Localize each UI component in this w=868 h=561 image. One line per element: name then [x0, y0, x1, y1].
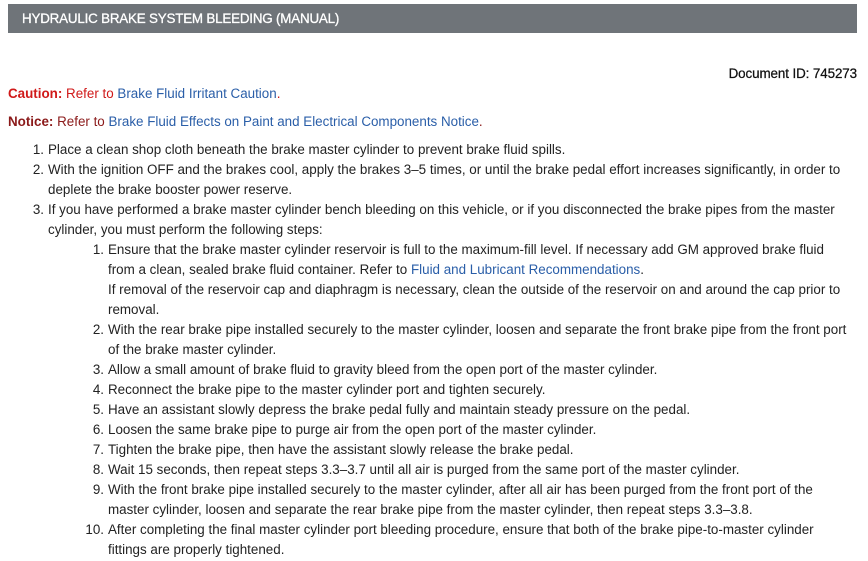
substep-number: 3.: [92, 362, 104, 377]
substep-number: 10.: [85, 522, 104, 537]
substep-text: Have an assistant slowly depress the brake pedal fully and maintain steady pressure on the pedal.: [108, 402, 691, 417]
document-id-value: 745273: [812, 66, 857, 81]
substep-text: Reconnect the brake pipe to the master cylinder port and tighten securely.: [108, 382, 546, 397]
substep-text: Loosen the same brake pipe to purge air from the open port of the master cylinder.: [108, 422, 597, 437]
substep-item: [48, 380, 850, 400]
step-item: [20, 140, 850, 160]
step-item: [20, 160, 850, 200]
step-text: With the ignition OFF and the brakes cool, apply the brakes 3–5 times, or until the brake pedal effort increases significantly, in order to deplete the brake booster power reserve.: [48, 162, 841, 197]
substep-text: Tighten the brake pipe, then have the assistant slowly release the brake pedal.: [108, 442, 574, 457]
step-item: [20, 200, 850, 560]
brake-fluid-irritant-caution-link[interactable]: Brake Fluid Irritant Caution: [117, 86, 277, 101]
substep-text: With the front brake pipe installed securely to the master cylinder, after all air has been purged from the front port of the master cylinder, loosen and separate the rear brake pipe from the master cylinder, then repeat steps 3.3–3.8.: [108, 482, 813, 517]
notice-text: Refer to: [57, 114, 105, 129]
substep-number: 9.: [92, 482, 104, 497]
caution-suffix: .: [276, 86, 281, 101]
substep-item: [48, 420, 850, 440]
substep-text: Allow a small amount of brake fluid to gravity bleed from the open port of the master cylinder.: [108, 362, 658, 377]
document-id: [729, 64, 857, 84]
substep-item: [48, 460, 850, 480]
substep-item: [48, 240, 850, 320]
substep-number: 2.: [92, 322, 104, 337]
substep-number: 5.: [92, 402, 104, 417]
notice-line: [8, 112, 483, 132]
substep-note: If removal of the reservoir cap and diaphragm is necessary, clean the outside of the reservoir on and around the cap prior to removal.: [108, 282, 841, 317]
notice-label: Notice:: [8, 114, 54, 129]
document-id-label: Document ID:: [728, 66, 810, 81]
substep-item: [48, 360, 850, 380]
substep-number: 4.: [92, 382, 104, 397]
step-number: 3.: [32, 202, 44, 217]
substep-item: [48, 400, 850, 420]
step-number: 1.: [32, 142, 44, 157]
substep-number: 1.: [92, 242, 104, 257]
caution-label: Caution:: [8, 86, 63, 101]
substep-text: Ensure that the brake master cylinder reservoir is full to the maximum-fill level. If necessary add GM approved brake fluid from a clean, sealed brake fluid container. Refer to: [108, 242, 824, 277]
substep-text: With the rear brake pipe installed securely to the master cylinder, loosen and separate the front brake pipe from the front port of the brake master cylinder.: [108, 322, 847, 357]
substep-text: Wait 15 seconds, then repeat steps 3.3–3.7 until all air is purged from the same port of the master cylinder.: [108, 462, 740, 477]
section-title: HYDRAULIC BRAKE SYSTEM BLEEDING (MANUAL): [22, 11, 340, 26]
substep-suffix: .: [640, 262, 644, 277]
substep-number: 6.: [92, 422, 104, 437]
brake-fluid-effects-notice-link[interactable]: Brake Fluid Effects on Paint and Electrical Components Notice: [108, 114, 479, 129]
fluid-lubricant-recommendations-link[interactable]: Fluid and Lubricant Recommendations: [410, 262, 641, 277]
step-text: Place a clean shop cloth beneath the brake master cylinder to prevent brake fluid spills.: [48, 142, 566, 157]
substep-item: [48, 480, 850, 520]
section-header-bar: [8, 4, 857, 33]
step-text: If you have performed a brake master cylinder bench bleeding on this vehicle, or if you disconnected the brake pipes from the master cylinder, you must perform the following steps:: [48, 202, 835, 237]
caution-text: Refer to: [66, 86, 114, 101]
substep-number: 7.: [92, 442, 104, 457]
procedure-steps: [20, 140, 850, 560]
notice-suffix: .: [478, 114, 483, 129]
substep-item: [48, 440, 850, 460]
caution-line: [8, 84, 280, 104]
substep-number: 8.: [92, 462, 104, 477]
substep-text: After completing the final master cylinder port bleeding procedure, ensure that both of the brake pipe-to-master cylinder fittings are properly tightened.: [108, 522, 814, 557]
substeps-list: [48, 240, 850, 560]
substep-item: [48, 520, 850, 560]
substep-item: [48, 320, 850, 360]
step-number: 2.: [32, 162, 44, 177]
